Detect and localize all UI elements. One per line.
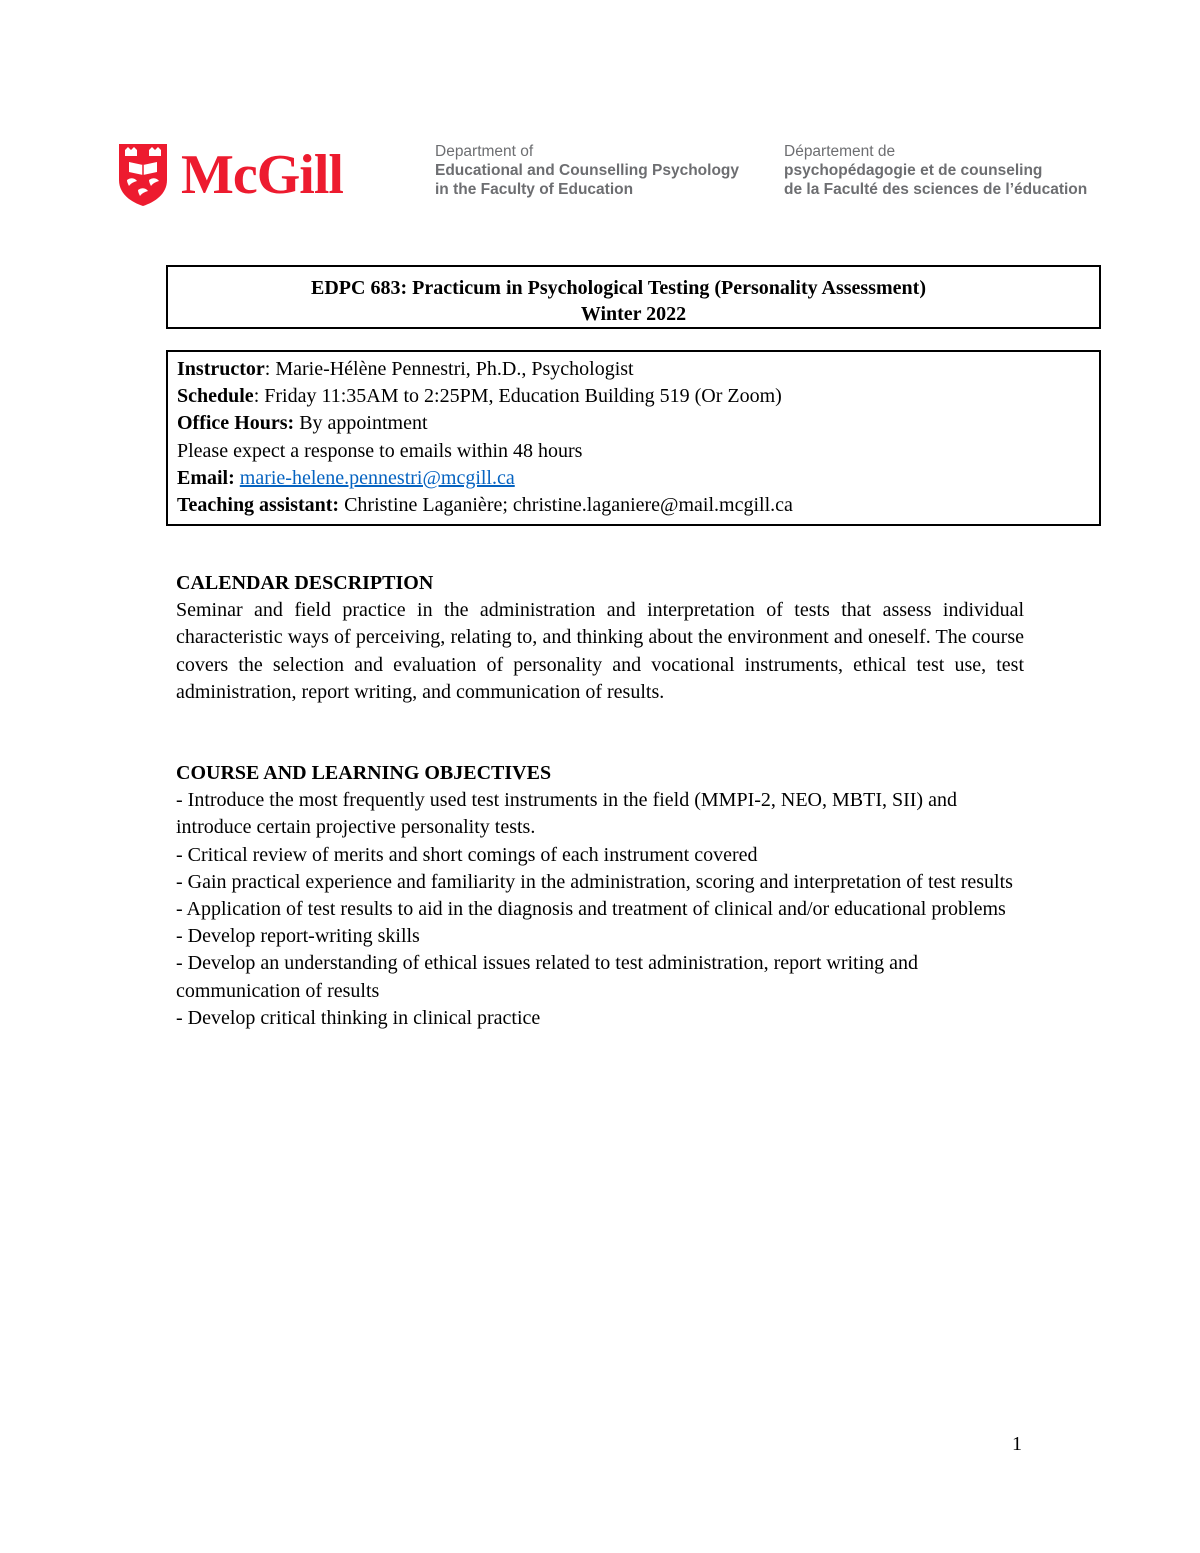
- teaching-assistant-value: Christine Laganière; christine.laganiere@mail.mcgill.ca: [339, 494, 793, 517]
- instructor-row: [177, 356, 1099, 383]
- mcgill-crest-icon: [117, 142, 169, 208]
- calendar-description-body: Seminar and field practice in the administration and interpretation of tests that assess individual characteristic ways of perceiving, relating to, and thinking about the environment and oneself. The course covers the selection and evaluation of personality and vocational instruments, ethical test use, test administration, report writing, and communication of results.: [176, 599, 1024, 703]
- department-name-english: [435, 142, 739, 199]
- objective-item: - Develop report-writing skills: [176, 925, 420, 948]
- objectives-list: [176, 787, 1024, 1032]
- response-note: Please expect a response to emails within 48 hours: [177, 439, 583, 462]
- objective-item: - Gain practical experience and familiarity in the administration, scoring and interpretation of test results: [176, 870, 1013, 893]
- logo-wordmark: McGill: [181, 144, 343, 206]
- course-title-box: [166, 265, 1101, 329]
- objective-item: - Develop critical thinking in clinical practice: [176, 1006, 541, 1029]
- office-hours-label: Office Hours:: [177, 412, 295, 435]
- schedule-row: [177, 383, 1099, 410]
- objective-item: - Develop an understanding of ethical issues related to test administration, report writing and communication of results: [176, 952, 919, 1002]
- dept-en-line2: Educational and Counselling Psychology: [435, 162, 740, 179]
- office-hours-row: [177, 410, 1099, 437]
- instructor-email-link[interactable]: marie-helene.pennestri@mcgill.ca: [239, 466, 515, 489]
- page-number: 1: [1012, 1433, 1022, 1455]
- schedule-label: Schedule: [177, 385, 254, 408]
- dept-fr-line1: Département de: [784, 143, 896, 160]
- calendar-description-heading: CALENDAR DESCRIPTION: [176, 572, 434, 594]
- department-name-french: [784, 142, 1087, 199]
- instructor-value: : Marie-Hélène Pennestri, Ph.D., Psychologist: [264, 358, 634, 380]
- dept-fr-line3: de la Faculté des sciences de l’éducation: [784, 181, 1088, 198]
- objectives-heading: COURSE AND LEARNING OBJECTIVES: [176, 762, 552, 784]
- objective-item: - Application of test results to aid in the diagnosis and treatment of clinical and/or educational problems: [176, 898, 1006, 921]
- mcgill-logo: [117, 140, 343, 210]
- instructor-label: Instructor: [177, 358, 265, 380]
- office-hours-value: By appointment: [294, 412, 428, 435]
- teaching-assistant-row: [177, 492, 1099, 519]
- course-term: Winter 2022: [580, 303, 687, 325]
- course-info-box: [166, 350, 1101, 526]
- dept-en-line1: Department of: [435, 143, 534, 160]
- email-label: Email:: [177, 466, 235, 489]
- dept-fr-line2: psychopédagogie et de counseling: [784, 162, 1043, 179]
- objective-item: - Introduce the most frequently used test instruments in the field (MMPI-2, NEO, MBTI, SII) and introduce certain projective personality tests.: [176, 789, 957, 839]
- email-row: [177, 465, 1099, 492]
- schedule-value: : Friday 11:35AM to 2:25PM, Education Building 519 (Or Zoom): [253, 385, 782, 408]
- objectives-section: [176, 760, 1024, 1032]
- calendar-description-section: [176, 570, 1024, 706]
- course-title: EDPC 683: Practicum in Psychological Testing (Personality Assessment): [311, 277, 926, 299]
- teaching-assistant-label: Teaching assistant:: [177, 494, 340, 517]
- objective-item: - Critical review of merits and short comings of each instrument covered: [176, 843, 758, 866]
- dept-en-line3: in the Faculty of Education: [435, 181, 634, 198]
